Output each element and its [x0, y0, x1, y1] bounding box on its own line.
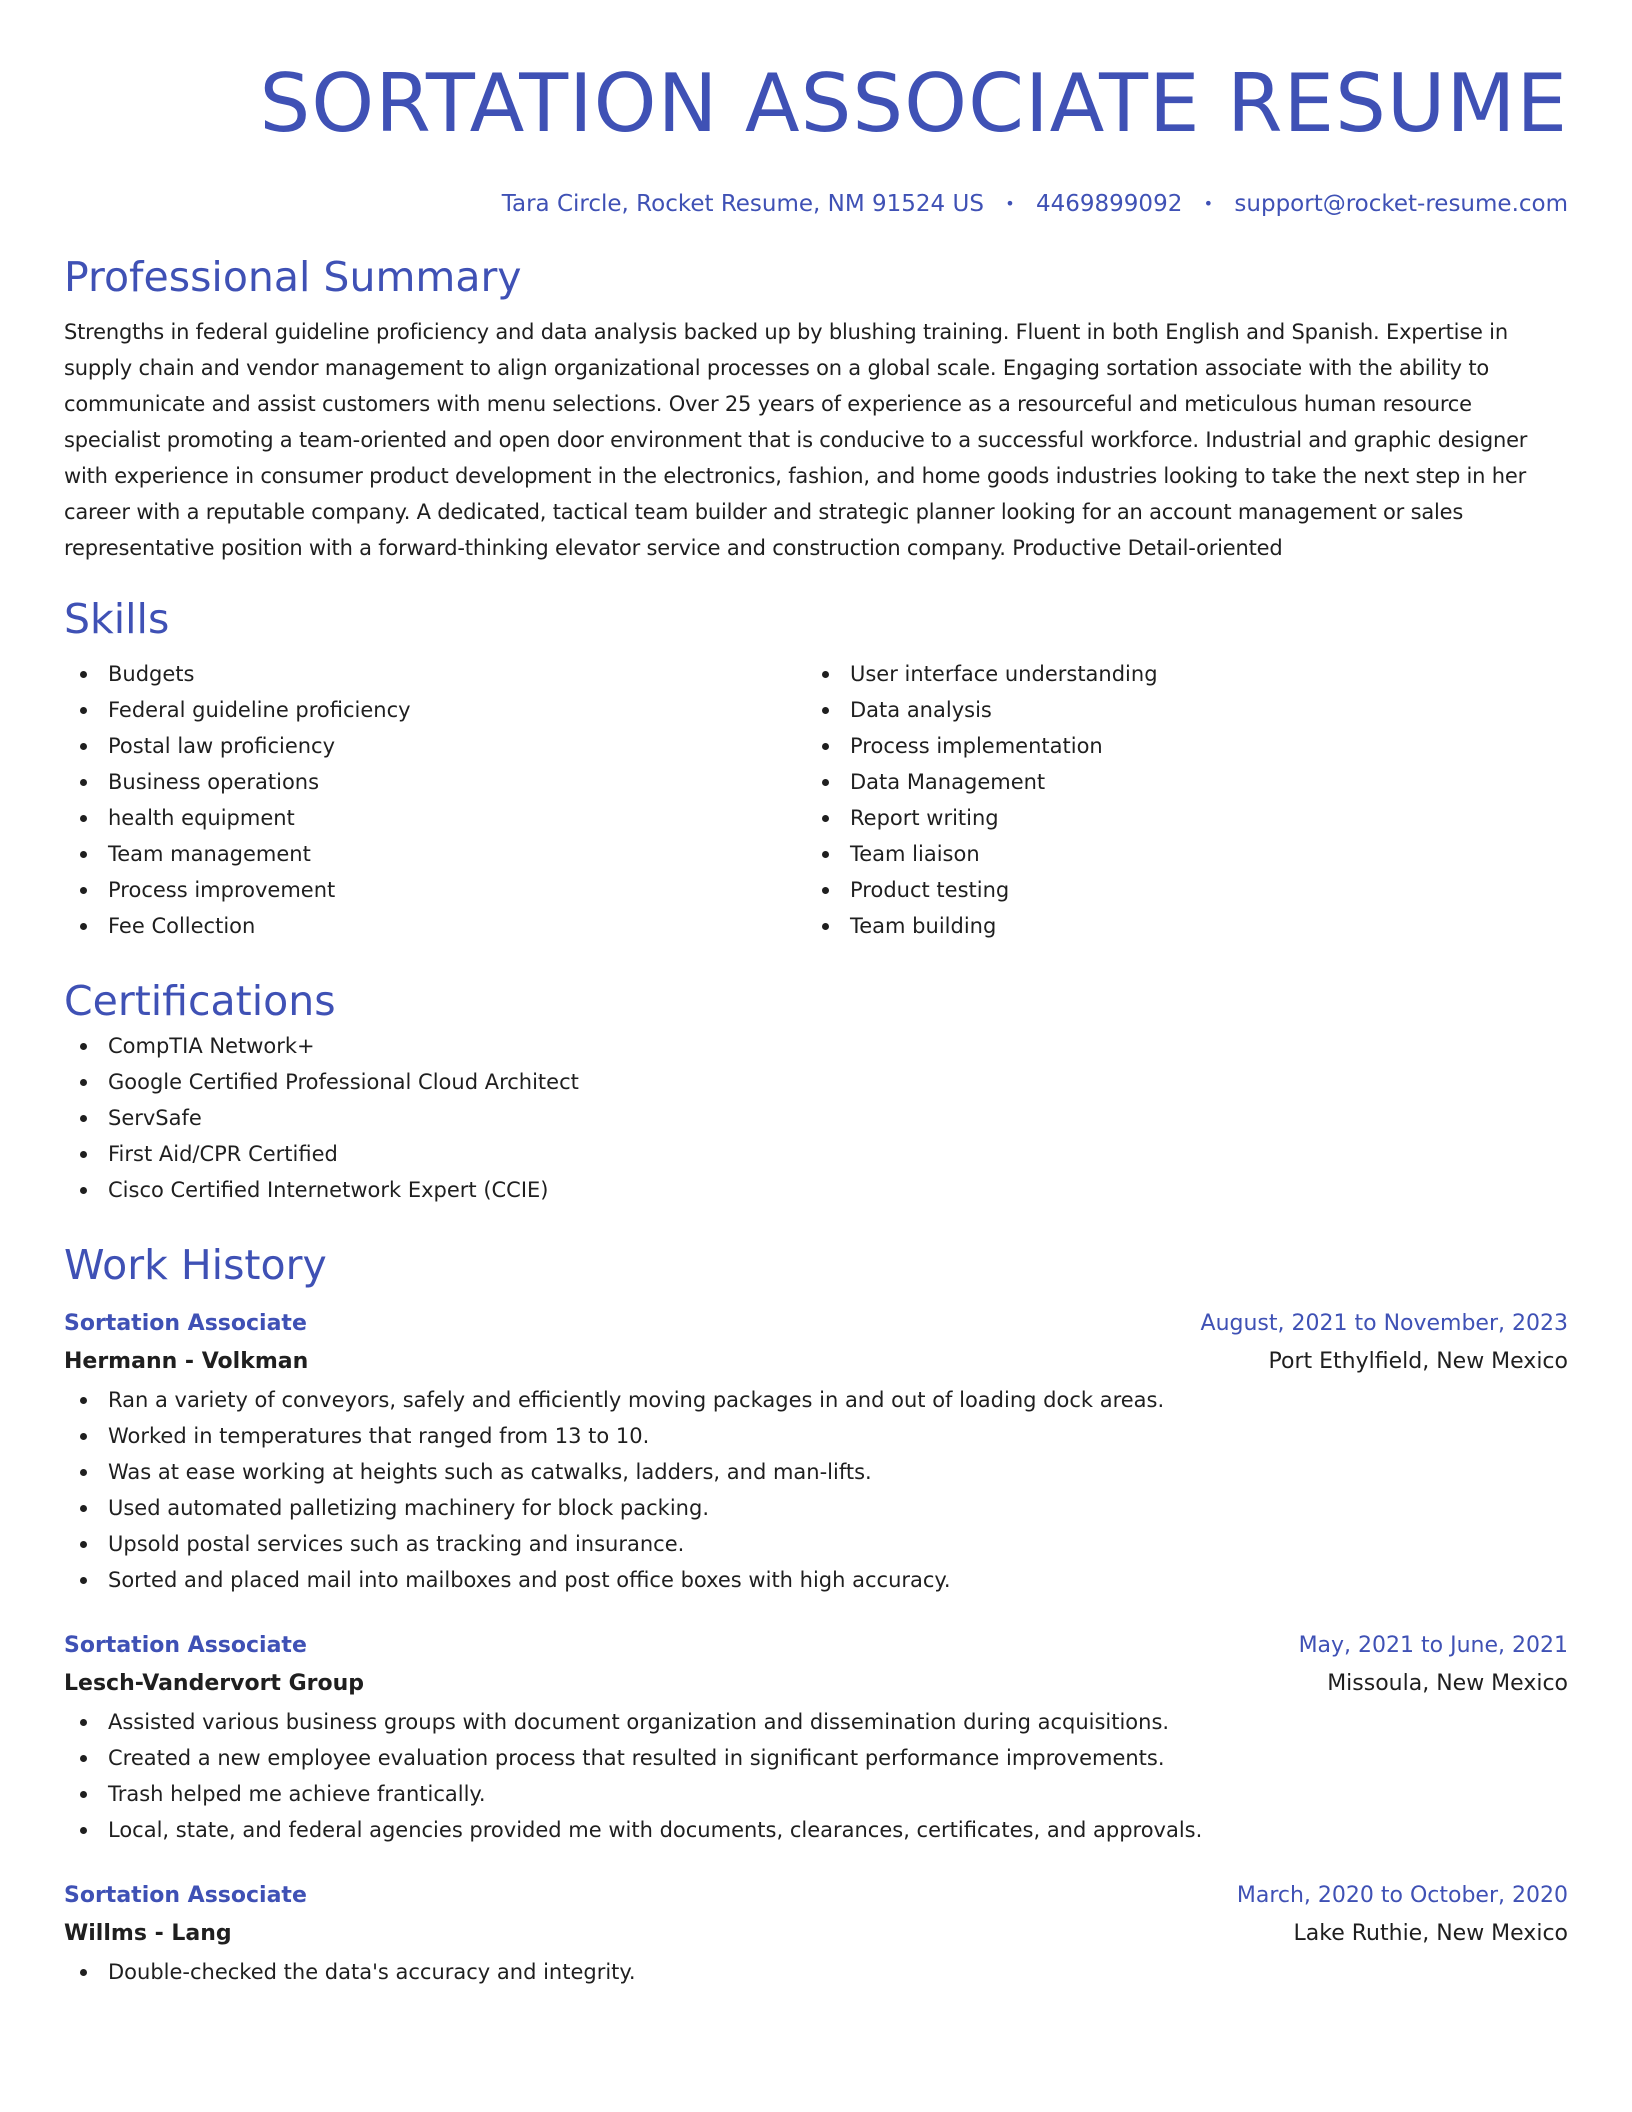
job-title: Sortation Associate — [64, 1311, 307, 1336]
certifications-list — [64, 1028, 1568, 1208]
job-company: Hermann - Volkman — [64, 1349, 309, 1374]
skill-item: Data analysis — [806, 692, 1548, 728]
contact-line — [64, 188, 1568, 220]
job-title: Sortation Associate — [64, 1633, 307, 1658]
job-location: Port Ethylfield, New Mexico — [1268, 1349, 1568, 1374]
skill-item: Data Management — [806, 764, 1548, 800]
job-duty-item: Ran a variety of conveyors, safely and efficiently moving packages in and out of loading dock areas. — [64, 1382, 1568, 1418]
contact-separator: • — [1203, 194, 1214, 213]
skill-item: health equipment — [64, 800, 806, 836]
contact-email: support@rocket-resume.com — [1234, 191, 1568, 217]
job-duties-list — [64, 1704, 1568, 1848]
job-duty-item: Created a new employee evaluation process that resulted in significant performance improvements. — [64, 1740, 1568, 1776]
job-company-row — [64, 1342, 1568, 1382]
job-title-row — [64, 1878, 1568, 1914]
certification-item: ServSafe — [64, 1100, 1568, 1136]
skills-column-right — [806, 656, 1548, 944]
job-duty-item: Sorted and placed mail into mailboxes and post office boxes with high accuracy. — [64, 1562, 1568, 1598]
job-entry — [64, 1628, 1568, 1848]
work-history-heading: Work History — [64, 1241, 327, 1289]
skills-heading: Skills — [64, 595, 170, 643]
skill-item: Team management — [64, 836, 806, 872]
resume-page — [64, 0, 1568, 1990]
skills-column-left — [64, 656, 806, 944]
skill-item: Federal guideline proficiency — [64, 692, 806, 728]
certifications-heading: Certifications — [64, 977, 336, 1025]
skill-item: Report writing — [806, 800, 1548, 836]
skills-list-left — [64, 656, 806, 944]
job-duty-item: Local, state, and federal agencies provided me with documents, clearances, certificates, and approvals. — [64, 1812, 1568, 1848]
job-duty-item: Double-checked the data's accuracy and integrity. — [64, 1954, 1568, 1990]
job-duty-item: Assisted various business groups with document organization and dissemination during acquisitions. — [64, 1704, 1568, 1740]
job-duties-list — [64, 1954, 1568, 1990]
job-duty-item: Upsold postal services such as tracking and insurance. — [64, 1526, 1568, 1562]
job-title: Sortation Associate — [64, 1883, 307, 1908]
contact-phone: 4469899092 — [1036, 191, 1183, 217]
skill-item: Product testing — [806, 872, 1548, 908]
summary-heading: Professional Summary — [64, 253, 522, 301]
skill-item: Team liaison — [806, 836, 1548, 872]
skill-item: Budgets — [64, 656, 806, 692]
skills-list-right — [806, 656, 1548, 944]
summary-text: Strengths in federal guideline proficiency and data analysis backed up by blushing training. Fluent in both English and Spanish. Expertise in supply chain and vendor management to align organizational processes on a global scale. Engaging sortation associate with the ability to communicate and assist customers with menu selections. Over 25 years of experience as a resourceful and meticulous human resource specialist promoting a team-oriented and open door environment that is conducive to a successful workforce. Industrial and graphic designer with experience in consumer product development in the electronics, fashion, and home goods industries looking to take the next step in her career with a reputable company. A dedicated, tactical team builder and strategic planner looking for an account management or sales representative position with a forward-thinking elevator service and construction company. Productive Detail-oriented — [64, 320, 1528, 560]
job-duties-list — [64, 1382, 1568, 1598]
certification-item: CompTIA Network+ — [64, 1028, 1568, 1064]
job-duty-item: Worked in temperatures that ranged from 13 to 10. — [64, 1418, 1568, 1454]
job-duty-item: Was at ease working at heights such as catwalks, ladders, and man-lifts. — [64, 1454, 1568, 1490]
certification-item: Cisco Certified Internetwork Expert (CCIE) — [64, 1172, 1568, 1208]
job-location: Lake Ruthie, New Mexico — [1293, 1921, 1568, 1946]
contact-address: Tara Circle, Rocket Resume, NM 91524 US — [501, 191, 984, 217]
job-dates: August, 2021 to November, 2023 — [1200, 1311, 1568, 1336]
job-entry — [64, 1306, 1568, 1598]
skill-item: Fee Collection — [64, 908, 806, 944]
job-company-row — [64, 1664, 1568, 1704]
skill-item: Business operations — [64, 764, 806, 800]
job-duty-item: Used automated palletizing machinery for block packing. — [64, 1490, 1568, 1526]
job-location: Missoula, New Mexico — [1327, 1671, 1568, 1696]
certification-item: Google Certified Professional Cloud Architect — [64, 1064, 1568, 1100]
job-duty-item: Trash helped me achieve frantically. — [64, 1776, 1568, 1812]
contact-separator: • — [1005, 194, 1015, 213]
skills-columns — [64, 656, 1568, 944]
job-company-row — [64, 1914, 1568, 1954]
resume-title: SORTATION ASSOCIATE RESUME — [259, 57, 1568, 150]
skill-item: Team building — [806, 908, 1548, 944]
skill-item: Process implementation — [806, 728, 1548, 764]
skill-item: Process improvement — [64, 872, 806, 908]
job-entry — [64, 1878, 1568, 1990]
skill-item: User interface understanding — [806, 656, 1548, 692]
job-dates: March, 2020 to October, 2020 — [1236, 1883, 1568, 1908]
job-company: Willms - Lang — [64, 1921, 232, 1946]
job-title-row — [64, 1628, 1568, 1664]
skill-item: Postal law proficiency — [64, 728, 806, 764]
job-company: Lesch-Vandervort Group — [64, 1671, 365, 1696]
job-dates: May, 2021 to June, 2021 — [1298, 1633, 1568, 1658]
job-title-row — [64, 1306, 1568, 1342]
certification-item: First Aid/CPR Certified — [64, 1136, 1568, 1172]
